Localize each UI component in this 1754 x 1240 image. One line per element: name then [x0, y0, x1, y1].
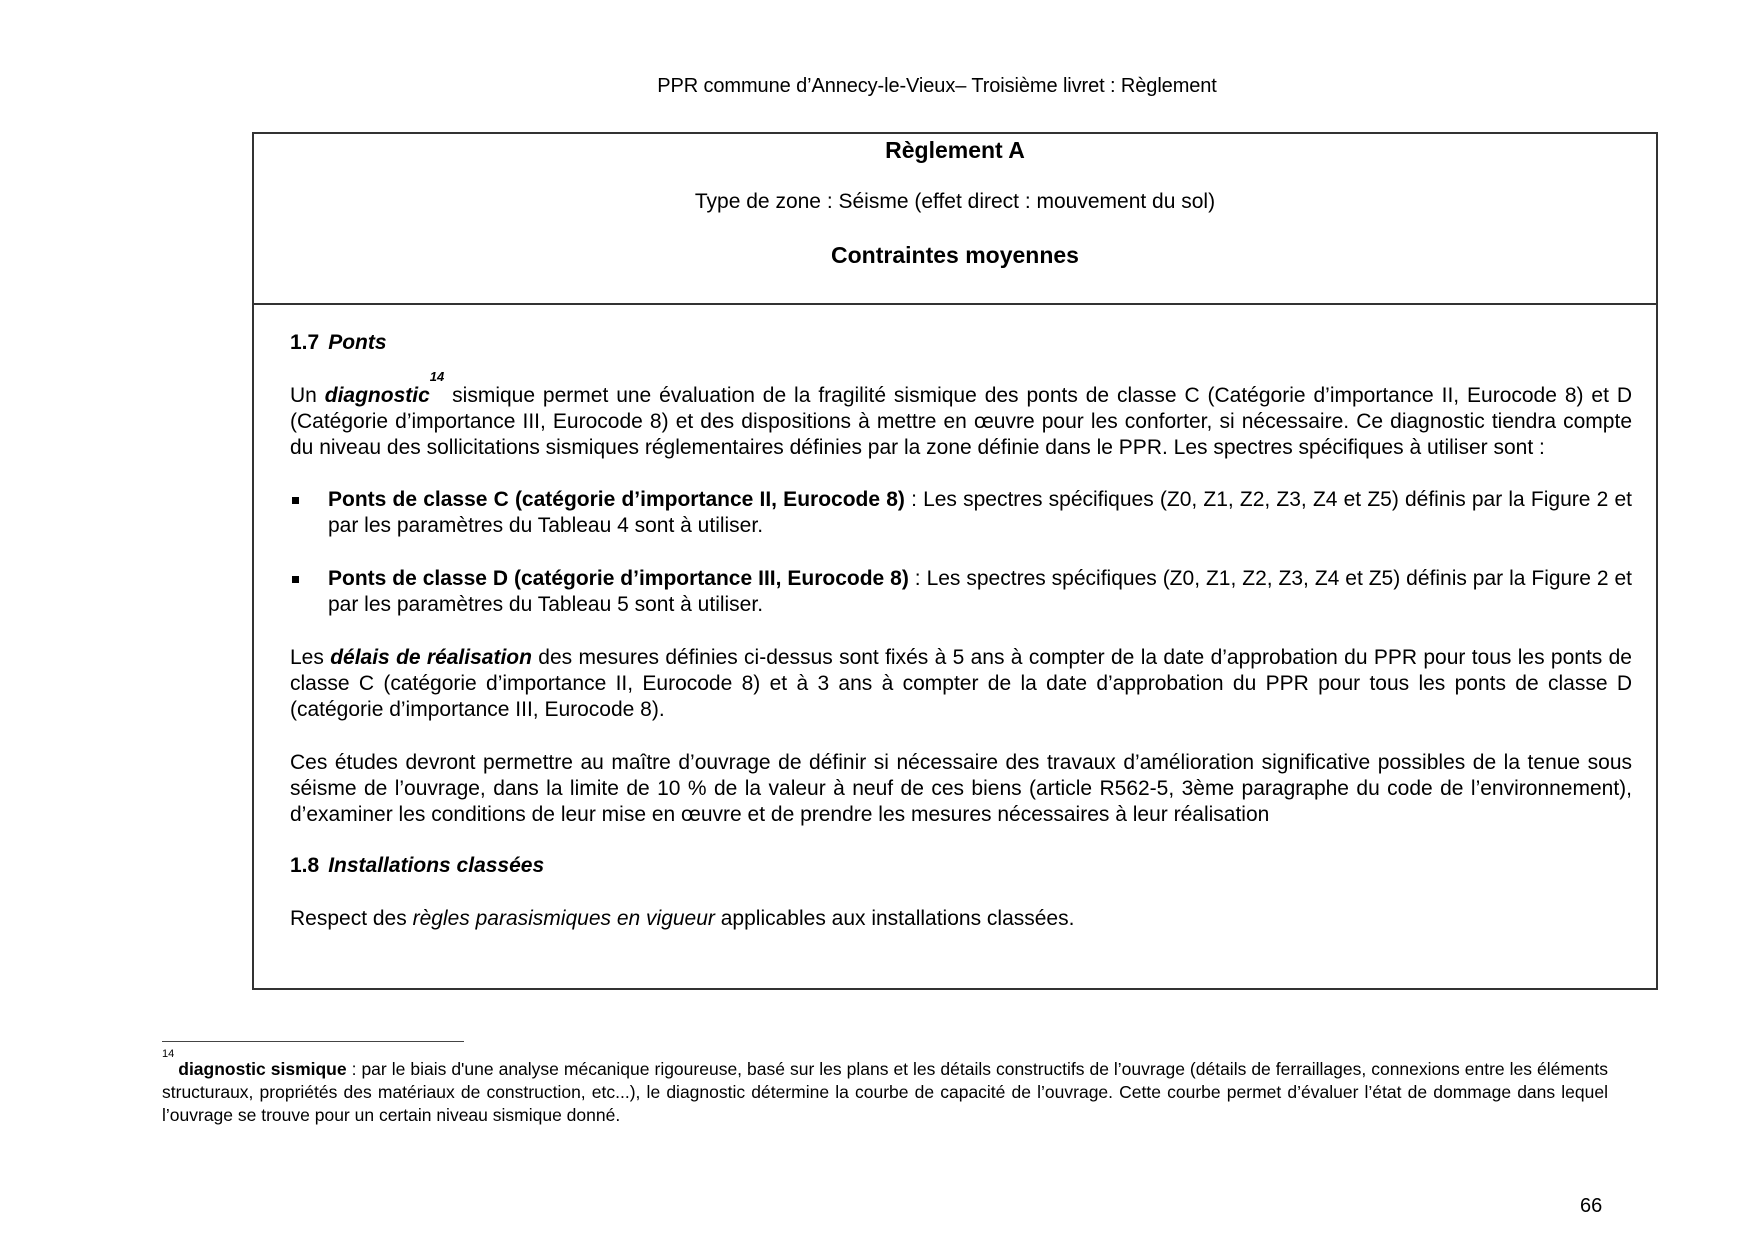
- installations-suffix: applicables aux installations classées.: [714, 907, 1075, 930]
- footnote-number: 14: [162, 1048, 175, 1060]
- list-item: [290, 566, 1632, 618]
- page-number: 66: [1580, 1195, 1603, 1217]
- list-item-text: : Les spectres spécifiques (Z0, Z1, Z2, Z3, Z4 et Z5) définis par la Figure 2 et par les paramètres du Tableau 5 sont à utiliser.: [328, 567, 1632, 616]
- section-heading-1-7: [290, 330, 1632, 356]
- footnote-separator: [162, 1041, 464, 1042]
- list-item-label: Ponts de classe D (catégorie d’importance III, Eurocode 8): [328, 567, 909, 590]
- delays-prefix: Les: [290, 646, 331, 669]
- list-item-text: : Les spectres spécifiques (Z0, Z1, Z2, Z3, Z4 et Z5) définis par la Figure 2 et par les paramètres du Tableau 4 sont à utiliser.: [328, 488, 1632, 537]
- square-bullet-icon: [292, 497, 299, 504]
- footnote: [162, 1048, 1608, 1127]
- bridge-class-list: [290, 487, 1632, 618]
- section-name: Installations classées: [328, 854, 545, 877]
- regulation-frame-body: [254, 330, 1656, 932]
- list-item-label: Ponts de classe C (catégorie d’importance II, Eurocode 8): [328, 488, 905, 511]
- delays-term: délais de réalisation: [330, 646, 532, 669]
- zone-type: Type de zone : Séisme (effet direct : mouvement du sol): [694, 190, 1216, 213]
- footnote-reference[interactable]: 14: [429, 369, 445, 384]
- constraint-level: Contraintes moyennes: [831, 242, 1079, 268]
- section-number: 1.8: [290, 854, 320, 877]
- footnote-term: diagnostic sismique: [178, 1059, 347, 1079]
- intro-text: sismique permet une évaluation de la fragilité sismique des ponts de classe C (Catégorie d’importance II, Eurocode 8) et D (Catégorie d’importance III, Eurocode 8) et des dispositions à mettre en œuvre pour les conforter, si nécessaire. Ce diagnostic tiendra compte du niveau des sollicitations sismiques réglementaires définies par la zone définie dans le PPR. Les spectres spécifiques à utiliser sont :: [290, 384, 1632, 459]
- installations-prefix: Respect des: [290, 907, 413, 930]
- installations-term: règles parasismiques en vigueur: [412, 907, 715, 930]
- regulation-frame: [252, 132, 1658, 990]
- regulation-title: Règlement A: [885, 137, 1025, 163]
- section-heading-1-8: [290, 853, 1632, 879]
- diagnostic-term: diagnostic: [324, 384, 430, 407]
- delays-text: des mesures définies ci-dessus sont fixés à 5 ans à compter de la date d’approbation du PPR pour tous les ponts de classe C (catégorie d’importance II, Eurocode 8) et à 3 ans à compter de la date d’approbation du PPR pour tous les ponts de classe D (catégorie d’importance III, Eurocode 8).: [290, 646, 1632, 721]
- section-number: 1.7: [290, 331, 320, 354]
- square-bullet-icon: [292, 576, 299, 583]
- running-header: [0, 75, 1754, 98]
- intro-paragraph: [290, 369, 1632, 461]
- installations-paragraph: [290, 906, 1632, 932]
- delays-paragraph: [290, 645, 1632, 723]
- studies-paragraph: Ces études devront permettre au maître d’ouvrage de définir si nécessaire des travaux d’amélioration significative possibles de la tenue sous séisme de l’ouvrage, dans la limite de 10 % de la valeur à neuf de ces biens (article R562-5, 3ème paragraphe du code de l’environnement), d’examiner les conditions de leur mise en œuvre et de prendre les mesures nécessaires à leur réalisation: [290, 751, 1632, 826]
- list-item: [290, 487, 1632, 539]
- section-name: Ponts: [328, 331, 387, 354]
- regulation-frame-header: [254, 135, 1656, 305]
- footnote-text: : par le biais d'une analyse mécanique rigoureuse, basé sur les plans et les détails constructifs de l’ouvrage (détails de ferraillages, connexions entre les éléments structuraux, propriétés des matériaux de construction, etc...), le diagnostic détermine la courbe de capacité de l’ouvrage. Cette courbe permet d’évaluer l’état de dommage dans lequel l’ouvrage se trouve pour un certain niveau sismique donné.: [162, 1059, 1608, 1125]
- running-header-title: PPR commune d’Annecy-le-Vieux– Troisième livret : Règlement: [657, 75, 1217, 97]
- intro-prefix: Un: [290, 384, 325, 407]
